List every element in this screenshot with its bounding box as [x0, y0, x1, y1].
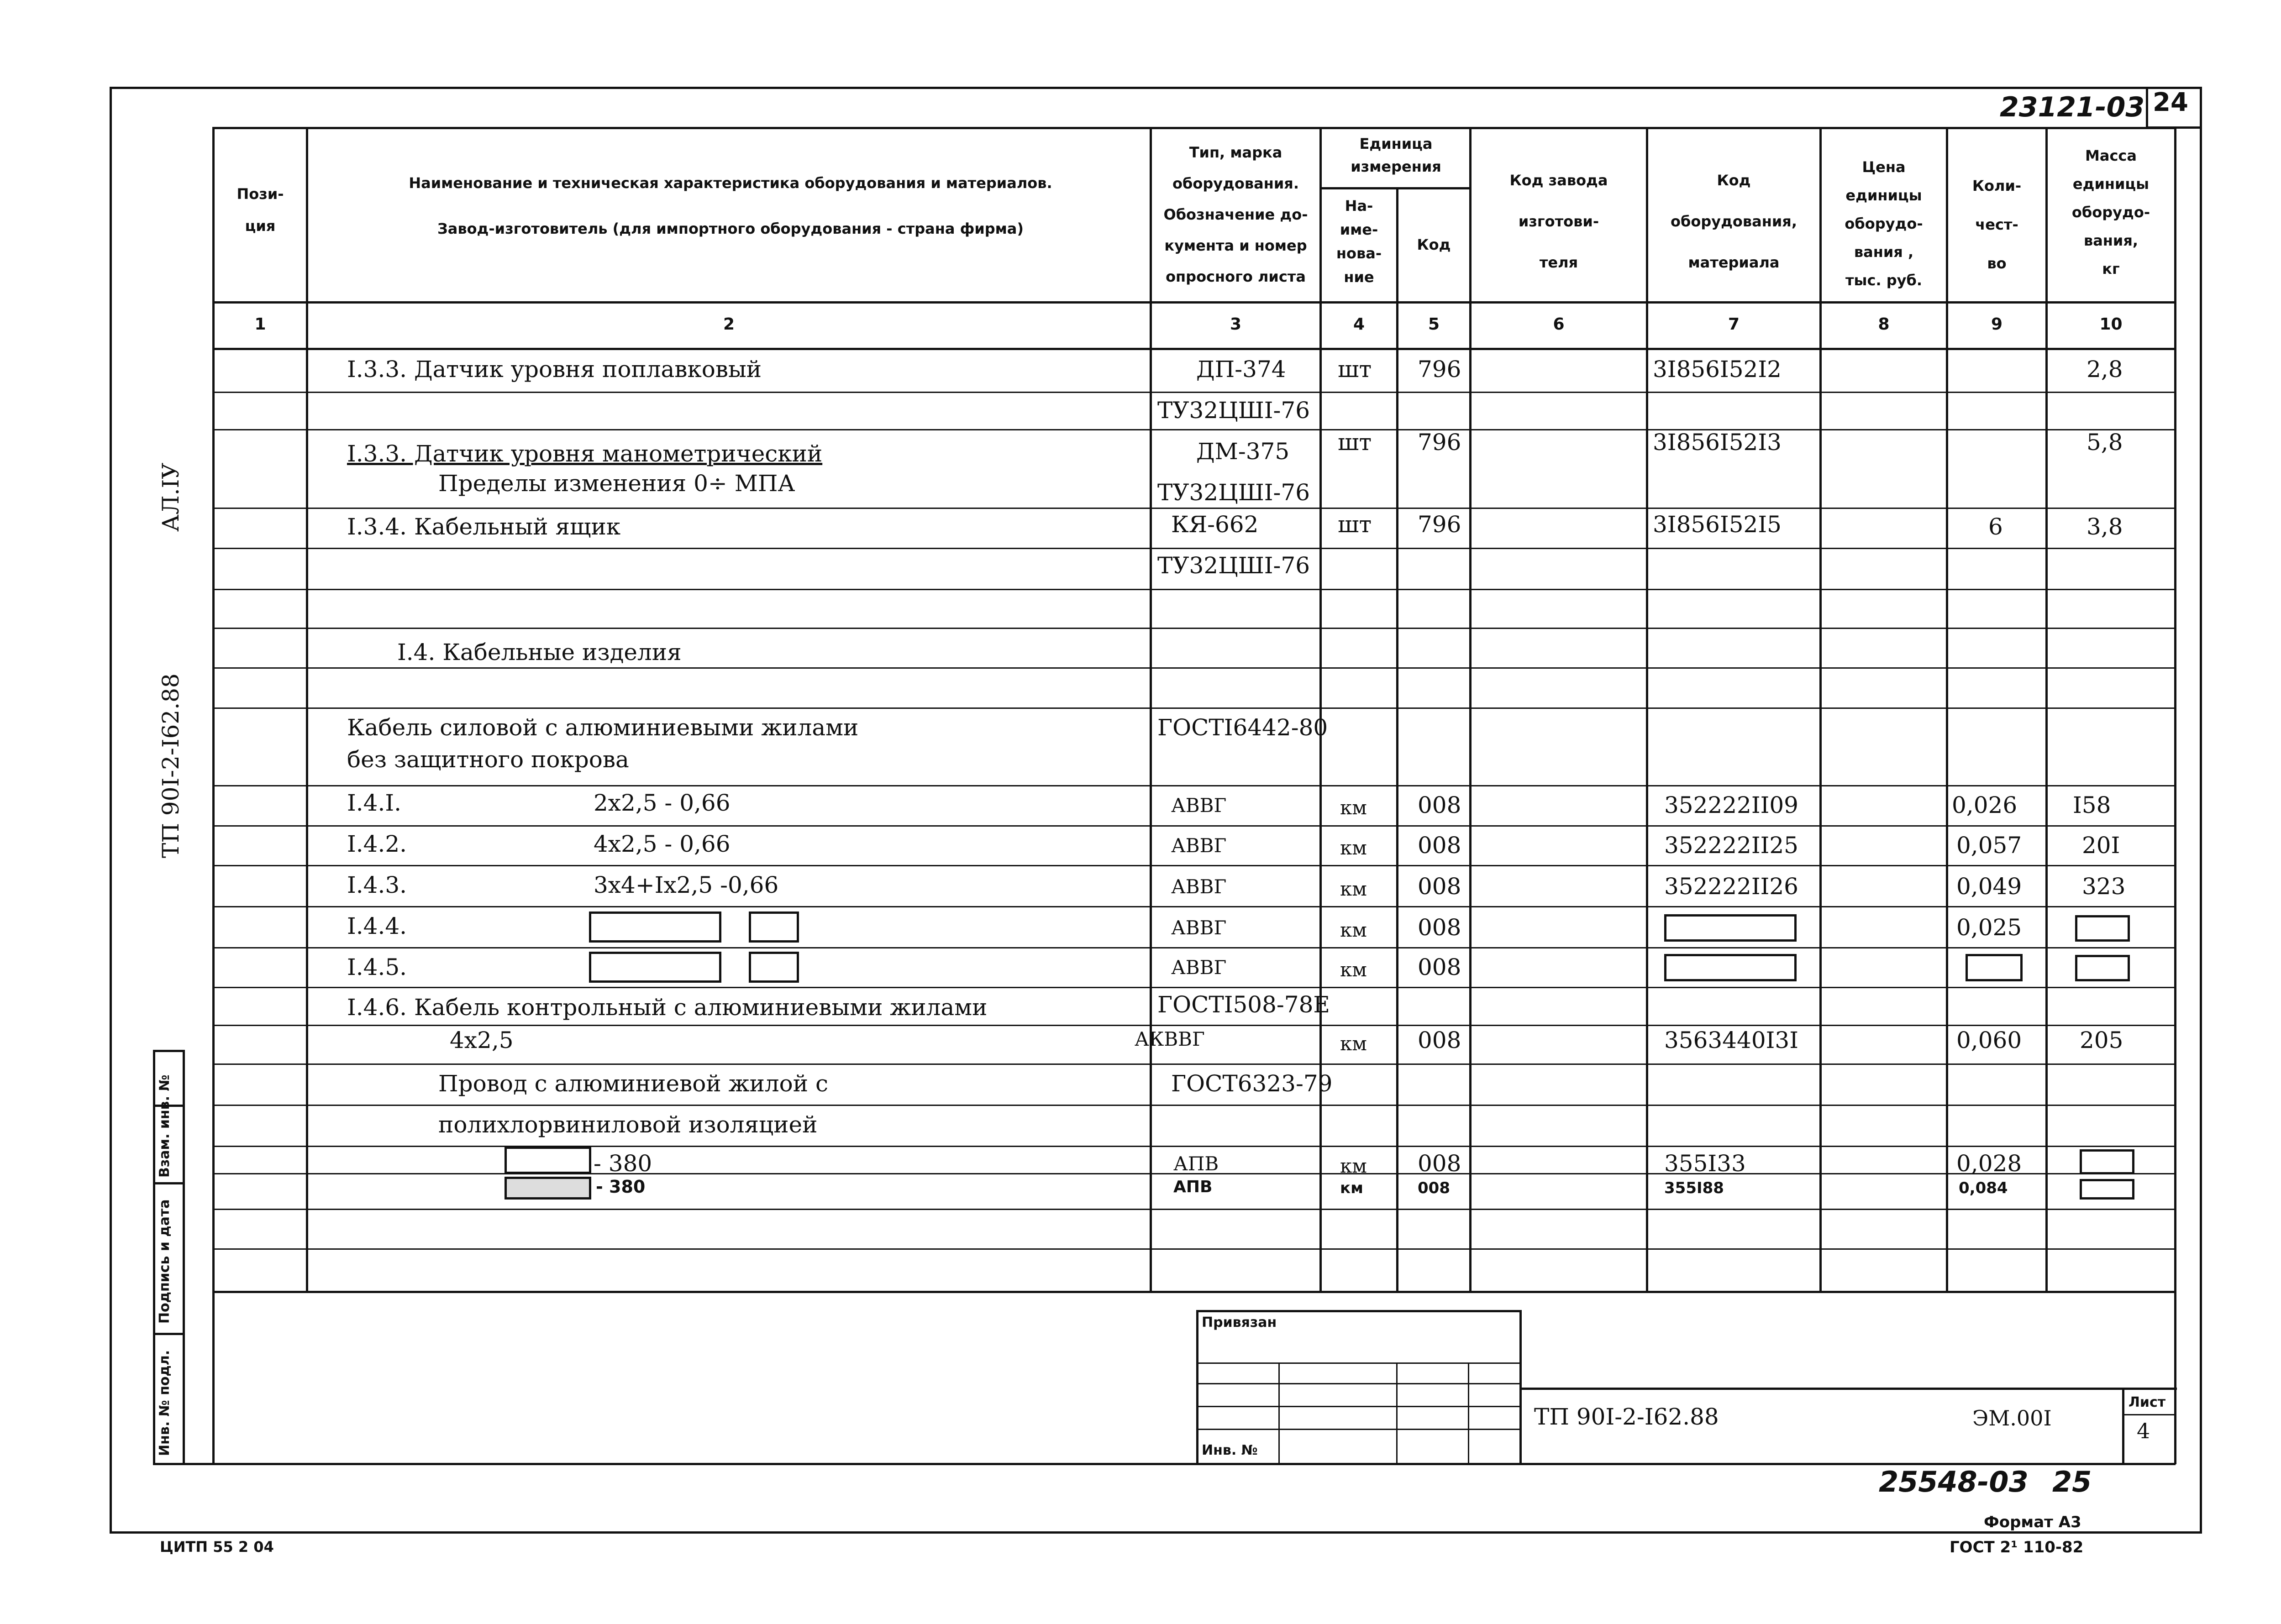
attached-top: [1196, 1310, 1520, 1312]
header-maker-code: Код завода изготови- теля: [1509, 172, 1608, 271]
col-line-4: [1396, 187, 1398, 1293]
col-line-7: [1819, 127, 1822, 1293]
row-line: [212, 429, 2176, 430]
row-4-type: КЯ-662: [1171, 511, 1259, 538]
row-13-unit: км: [1340, 959, 1367, 981]
unit-group-divider: [1319, 187, 1470, 189]
col-line-1: [306, 127, 308, 1293]
row-8-name: без защитного покрова: [347, 746, 629, 773]
row-16-type: ГОСТ6323-79: [1171, 1070, 1333, 1097]
row-0-mass: 2,8: [2087, 356, 2123, 382]
row-10-code: 008: [1418, 832, 1461, 859]
left-strip-top: [153, 1050, 185, 1052]
col-line-8: [1946, 127, 1948, 1293]
frame-right: [2200, 87, 2202, 1534]
document-number-top: 23121-03: [2000, 91, 2145, 123]
col-line-9: [2045, 127, 2048, 1293]
attached-left: [1196, 1310, 1198, 1465]
row-9-type: АВВГ: [1171, 794, 1227, 817]
row-line: [212, 1063, 2176, 1065]
row-10-type: АВВГ: [1171, 834, 1227, 857]
attached-col: [1396, 1362, 1398, 1463]
row-line: [212, 589, 2176, 590]
format-label: Формат А3: [1984, 1513, 2081, 1531]
row-line: [212, 667, 2176, 669]
col-number-3: 3: [1230, 315, 1242, 334]
blank-qty-box: [1966, 954, 2023, 981]
col-number-9: 9: [1991, 315, 2003, 334]
row-9-mass: I58: [2073, 792, 2111, 818]
row-19-unit: км: [1340, 1179, 1363, 1197]
row-18-type: АПВ: [1173, 1153, 1219, 1175]
row-12-unit: км: [1340, 919, 1367, 941]
attached-col: [1278, 1362, 1280, 1463]
col-number-5: 5: [1428, 315, 1440, 334]
stamp-sheet-code: ЭМ.00I: [1972, 1406, 2052, 1430]
left-strip-sign-date: Подпись и дата: [157, 1199, 173, 1324]
col-number-6: 6: [1553, 315, 1565, 334]
sheet-box-div: [2122, 1414, 2176, 1415]
row-10-equip-code: 352222II25: [1664, 832, 1798, 859]
row-0-equip-code: 3I856I52I2: [1653, 356, 1782, 382]
row-9-name: I.4.I.: [347, 790, 401, 816]
attached-col: [1468, 1362, 1469, 1463]
table-bottom: [212, 1291, 2176, 1293]
header-equipment-code: Код оборудования, материала: [1671, 172, 1797, 271]
row-14-name: I.4.6. Кабель контрольный с алюминиевыми жилами: [347, 994, 988, 1021]
row-11-unit: км: [1340, 878, 1367, 900]
row-19-code: 008: [1418, 1179, 1450, 1197]
frame-bottom: [110, 1531, 2201, 1534]
stamp-right: [2174, 1291, 2176, 1464]
blank-wire-box: [505, 1177, 591, 1200]
row-2-equip-code: 3I856I52I3: [1653, 429, 1782, 456]
row-12-qty: 0,025: [1956, 914, 2022, 941]
blank-mass-box: [2075, 955, 2130, 981]
row-13-code: 008: [1418, 954, 1461, 980]
stamp-left: [212, 1291, 215, 1464]
row-2-mass: 5,8: [2087, 429, 2123, 456]
blank-wire-box: [505, 1147, 591, 1174]
row-line: [212, 1105, 2176, 1106]
header-bottom: [212, 301, 2176, 304]
row-2-name: I.3.3. Датчик уровня манометрический: [347, 440, 823, 467]
col-number-1: 1: [254, 315, 266, 334]
row-19-name: - 380: [596, 1177, 646, 1197]
row-line: [212, 1248, 2176, 1250]
left-strip-bottom: [153, 1463, 217, 1465]
blank-mass-box: [2080, 1179, 2134, 1200]
row-4-code: 796: [1418, 511, 1461, 538]
row-9-unit: км: [1340, 796, 1367, 819]
row-11-equip-code: 352222II26: [1664, 873, 1798, 900]
row-15-unit: км: [1340, 1032, 1367, 1055]
attached-row: [1196, 1383, 1520, 1384]
header-mass: Масса единицы оборудо- вания, кг: [2071, 147, 2150, 278]
header-quantity: Коли- чест- во: [1972, 177, 2022, 272]
left-strip-outer: [153, 1050, 155, 1465]
attached-row: [1196, 1362, 1520, 1364]
row-2-unit: шт: [1338, 429, 1372, 456]
row-18-equip-code: 355I33: [1664, 1150, 1746, 1177]
blank-spec-box: [749, 912, 799, 943]
stamp-sheet-number: 4: [2137, 1419, 2150, 1443]
row-13-type: АВВГ: [1171, 956, 1227, 979]
row-10-mass: 20I: [2082, 832, 2120, 859]
left-strip-inner: [183, 1050, 185, 1465]
corner-box-left: [2146, 87, 2148, 128]
header-position: Пози- ция: [237, 185, 284, 235]
header-type: Тип, марка оборудования. Обозначение до- кумента и номер опросного листа: [1163, 144, 1308, 285]
col-line-3: [1319, 127, 1322, 1293]
col-line-5: [1469, 127, 1472, 1293]
row-5-type: ТУ32ЦШI-76: [1157, 552, 1310, 579]
attached-label: Привязан: [1202, 1315, 1277, 1331]
row-10-spec: 4х2,5 - 0,66: [594, 831, 731, 857]
row-11-spec: 3х4+Iх2,5 -0,66: [594, 872, 779, 898]
row-3-type: ТУ32ЦШI-76: [1157, 479, 1310, 506]
vertical-doc-code: ТП 90I-2-I62.88: [158, 673, 184, 858]
col-line-2: [1150, 127, 1152, 1293]
row-12-type: АВВГ: [1171, 917, 1227, 939]
stamp-doc-code: ТП 90I-2-I62.88: [1534, 1404, 1719, 1430]
row-10-unit: км: [1340, 837, 1367, 859]
header-unit-name: На- име- нова- ние: [1336, 197, 1382, 286]
row-9-equip-code: 352222II09: [1664, 792, 1798, 818]
left-strip-div1: [153, 1182, 185, 1184]
row-16-name: Провод с алюминиевой жилой с: [438, 1070, 828, 1097]
row-18-unit: км: [1340, 1155, 1367, 1177]
document-number-bottom: 25548-03: [1879, 1465, 2029, 1498]
numbers-bottom: [212, 348, 2176, 350]
row-line: [212, 987, 2176, 988]
row-9-code: 008: [1418, 792, 1461, 818]
row-1-type: ТУ32ЦШI-76: [1157, 397, 1310, 424]
row-4-mass: 3,8: [2087, 513, 2123, 540]
header-price: Цена единицы оборудо- вания , тыс. руб.: [1845, 158, 1923, 289]
row-12-name: I.4.4.: [347, 913, 407, 939]
row-13-name: I.4.5.: [347, 954, 407, 980]
row-11-code: 008: [1418, 873, 1461, 900]
col-number-7: 7: [1728, 315, 1740, 334]
sheet-box-left: [2122, 1388, 2124, 1465]
corner-sheet-number: 24: [2153, 88, 2188, 117]
row-4-qty: 6: [1988, 513, 2003, 540]
row-4-name: I.3.4. Кабельный ящик: [347, 513, 621, 540]
blank-mass-box: [2075, 915, 2130, 942]
document-number-bottom-suffix: 25: [2052, 1465, 2092, 1498]
blank-spec-box: [749, 952, 799, 983]
footer-left: ЦИТП 55 2 04: [160, 1538, 274, 1556]
row-18-name: - 380: [594, 1150, 652, 1177]
row-10-name: I.4.2.: [347, 831, 407, 857]
row-14-type: ГОСТI508-78Е: [1157, 991, 1330, 1018]
row-15-code: 008: [1418, 1027, 1461, 1053]
header-name-line2: Завод-изготовитель (для импортного оборудования - страна фирма): [437, 220, 1024, 237]
blank-code-box: [1664, 954, 1797, 981]
row-line: [212, 825, 2176, 827]
row-11-qty: 0,049: [1956, 873, 2022, 900]
col-number-4: 4: [1353, 315, 1365, 334]
row-9-qty: 0,026: [1952, 792, 2018, 818]
row-19-qty: 0,084: [1959, 1179, 2008, 1197]
row-line: [212, 906, 2176, 907]
gost-label: ГОСТ 2¹ 110-82: [1950, 1538, 2084, 1556]
row-3-name: Пределы изменения 0÷ МПА: [438, 470, 795, 497]
row-line: [212, 1025, 2176, 1026]
row-2-code: 796: [1418, 429, 1461, 456]
code-area-top: [1519, 1388, 2177, 1390]
row-line: [212, 548, 2176, 549]
row-11-type: АВВГ: [1171, 875, 1227, 898]
attached-row: [1196, 1429, 1520, 1430]
row-0-name: I.3.3. Датчик уровня поплавковый: [347, 356, 762, 382]
table-top: [212, 127, 2176, 129]
blank-spec-box: [589, 952, 721, 983]
row-line: [212, 785, 2176, 786]
row-line: [212, 707, 2176, 709]
row-line: [212, 628, 2176, 629]
frame-left: [110, 87, 112, 1534]
row-4-unit: шт: [1338, 511, 1372, 538]
row-line: [212, 865, 2176, 866]
row-line: [212, 508, 2176, 509]
inv-label: Инв. №: [1202, 1442, 1258, 1458]
row-11-mass: 323: [2082, 873, 2126, 900]
header-name-line1: Наименование и техническая характеристика оборудования и материалов.: [409, 174, 1052, 192]
row-15-mass: 205: [2080, 1027, 2123, 1053]
row-line: [212, 1209, 2176, 1210]
row-11-name: I.4.3.: [347, 872, 407, 898]
vertical-sheet-ref: АЛ.IУ: [158, 462, 184, 532]
frame-top: [110, 87, 2201, 89]
col-line-6: [1646, 127, 1648, 1293]
row-17-name: полихлорвиниловой изоляцией: [438, 1111, 818, 1138]
blank-mass-box: [2080, 1149, 2134, 1174]
row-15-equip-code: 3563440I3I: [1664, 1027, 1798, 1053]
row-15-type: АКВВГ: [1135, 1028, 1205, 1050]
row-9-spec: 2х2,5 - 0,66: [594, 790, 731, 816]
row-12-code: 008: [1418, 914, 1461, 941]
row-0-unit: шт: [1338, 356, 1372, 382]
header-unit-group: Единица измерения: [1351, 135, 1441, 175]
row-7-type: ГОСТI6442-80: [1157, 714, 1328, 741]
left-strip-inv-orig: Инв. № подл.: [157, 1350, 173, 1456]
blank-code-box: [1664, 914, 1797, 942]
row-line: [212, 947, 2176, 948]
header-unit-code: Код: [1417, 236, 1451, 253]
row-10-qty: 0,057: [1956, 832, 2022, 859]
col-number-2: 2: [723, 315, 735, 334]
col-number-8: 8: [1878, 315, 1890, 334]
row-0-code: 796: [1418, 356, 1461, 382]
row-19-equip-code: 355I88: [1664, 1179, 1724, 1197]
row-19-type: АПВ: [1173, 1178, 1213, 1196]
col-number-10: 10: [2099, 315, 2123, 334]
row-18-qty: 0,028: [1956, 1150, 2022, 1177]
row-6-name: I.4. Кабельные изделия: [397, 639, 682, 665]
row-18-code: 008: [1418, 1150, 1461, 1177]
row-line: [212, 392, 2176, 393]
row-4-equip-code: 3I856I52I5: [1653, 511, 1782, 538]
attached-row: [1196, 1406, 1520, 1407]
blank-spec-box: [589, 912, 721, 943]
row-0-type: ДП-374: [1196, 356, 1286, 382]
row-15-qty: 0,060: [1956, 1027, 2022, 1053]
left-strip-replace-inv: Взам. инв. №: [157, 1074, 173, 1178]
row-2-type: ДМ-375: [1196, 438, 1290, 465]
row-15-name: 4х2,5: [450, 1027, 514, 1053]
row-7-name: Кабель силовой с алюминиевыми жилами: [347, 714, 859, 741]
left-strip-div2: [153, 1333, 185, 1335]
stamp-sheet-label: Лист: [2129, 1394, 2166, 1410]
